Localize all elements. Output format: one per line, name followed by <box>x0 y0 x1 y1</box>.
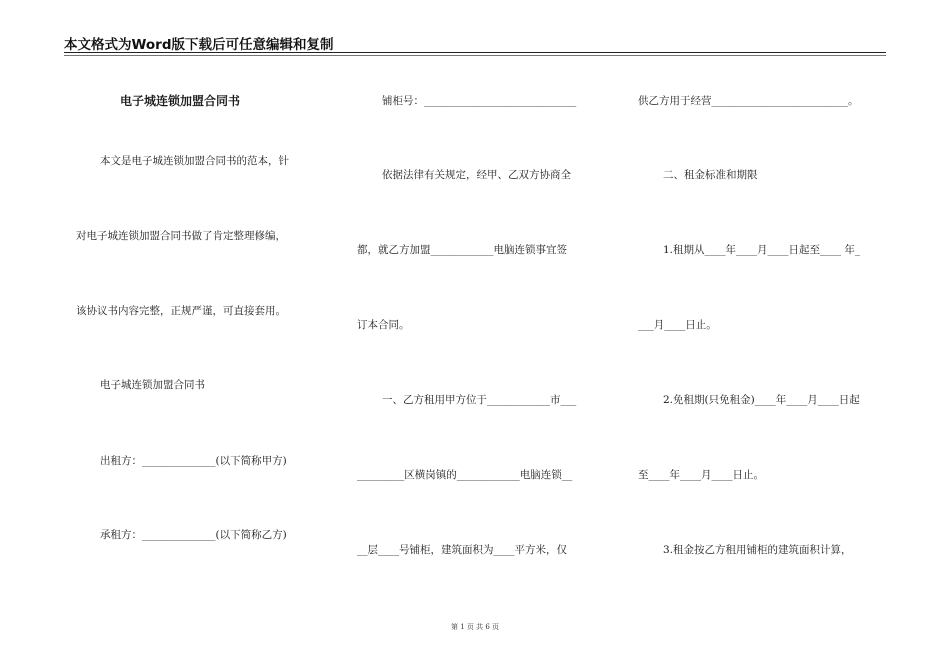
paragraph-line: 供乙方用于经营__________________________。 <box>638 95 859 107</box>
paragraph-line: ___月____日止。 <box>638 319 717 331</box>
subtitle-line: 电子城连锁加盟合同书 <box>100 379 205 391</box>
paragraph-line: 对电子城连锁加盟合同书做了肯定整理修编， <box>76 230 286 242</box>
counter-number-line: 铺柜号：_____________________________ <box>382 95 577 107</box>
paragraph-line: __层____号铺柜，建筑面积为____平方米，仅 <box>357 544 567 556</box>
document-title: 电子城连锁加盟合同书 <box>120 94 241 108</box>
paragraph-line: _________区横岗镇的____________电脑连锁__ <box>357 469 573 481</box>
paragraph-line: 依据法律有关规定，经甲、乙双方协商全 <box>382 169 571 181</box>
paragraph-line: 该协议书内容完整，正规严谨，可直接套用。 <box>76 305 286 317</box>
paragraph-line: 订本合同。 <box>357 319 410 331</box>
rent-free-line: 2.免租期(只免租金)____年____月____日起 <box>663 394 860 406</box>
document-header: 本文格式为Word版下载后可任意编辑和复制 <box>64 37 334 53</box>
rent-calc-line: 3.租金按乙方租用铺柜的建筑面积计算， <box>663 544 852 556</box>
lease-term-line: 1.租期从____年____月____日起至____ 年_ <box>663 244 861 256</box>
clause-one-line: 一、乙方租用甲方位于____________市___ <box>382 394 577 406</box>
lessor-line: 出租方：______________(以下简称甲方) <box>100 455 287 467</box>
lessee-line: 承租方：______________(以下简称乙方) <box>100 529 287 541</box>
paragraph-line: 本文是电子城连锁加盟合同书的范本，针 <box>100 155 289 167</box>
paragraph-line: 至____年____月____日止。 <box>638 469 764 481</box>
clause-two-heading: 二、租金标准和期限 <box>663 169 758 181</box>
paragraph-line: 都，就乙方加盟____________电脑连锁事宜签 <box>357 244 567 256</box>
header-rule <box>64 52 886 53</box>
header-rule-thin <box>64 55 886 56</box>
page-footer: 第 1 页 共 6 页 <box>450 623 500 631</box>
